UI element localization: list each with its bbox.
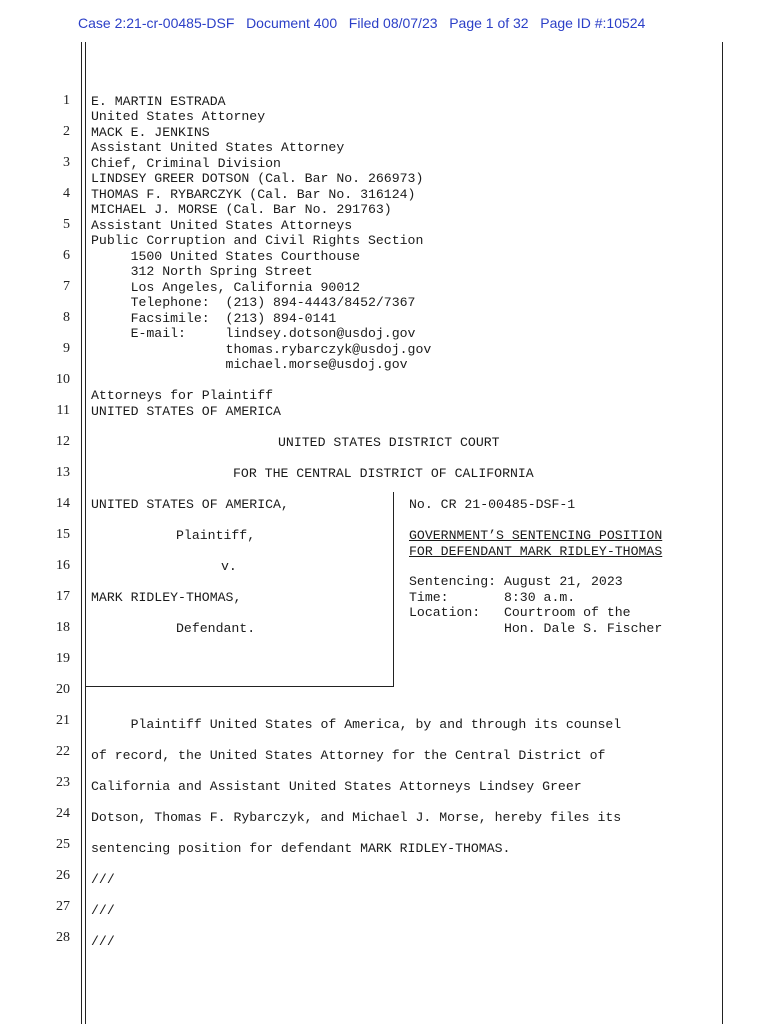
body-line: Plaintiff United States of America, by and through its counsel [91,717,622,732]
body-line: of record, the United States Attorney for the Central District of [91,748,606,763]
counsel-line: MICHAEL J. MORSE (Cal. Bar No. 291763) [91,202,392,217]
sentencing-location: Location: Courtroom of the [409,605,631,620]
counsel-line: THOMAS F. RYBARCZYK (Cal. Bar No. 316124) [91,187,416,202]
document-title: GOVERNMENT’S SENTENCING POSITION [409,528,663,543]
caption-plaintiff-role: Plaintiff, [176,528,256,543]
line-number: 10 [56,372,70,387]
counsel-line: Assistant United States Attorney [91,140,345,155]
line-number: 5 [63,217,70,232]
line-number: 1 [63,93,70,108]
caption-divider [393,492,394,687]
line-number: 15 [56,527,70,542]
line-number: 8 [63,310,70,325]
body-line: Dotson, Thomas F. Rybarczyk, and Michael J. Morse, hereby files its [91,810,622,825]
counsel-line: Los Angeles, California 90012 [91,280,361,295]
court-district: FOR THE CENTRAL DISTRICT OF CALIFORNIA [233,466,534,481]
court-name: UNITED STATES DISTRICT COURT [278,435,500,450]
line-number: 23 [56,775,70,790]
line-number: 6 [63,248,70,263]
line-number: 19 [56,651,70,666]
body-line: California and Assistant United States Attorneys Lindsey Greer [91,779,582,794]
counsel-line: michael.morse@usdoj.gov [91,357,408,372]
counsel-line: Facsimile: (213) 894-0141 [91,311,337,326]
caption-defendant-role: Defendant. [176,621,256,636]
left-margin-rule [81,42,82,1024]
counsel-line: E. MARTIN ESTRADA [91,94,226,109]
line-number: 13 [56,465,70,480]
counsel-line: E-mail: lindsey.dotson@usdoj.gov [91,326,416,341]
line-number: 24 [56,806,70,821]
counsel-line: Public Corruption and Civil Rights Section [91,233,424,248]
line-number: 25 [56,837,70,852]
left-margin-rule-inner [85,42,86,1024]
counsel-line: United States Attorney [91,109,266,124]
sentencing-location-2: Hon. Dale S. Fischer [409,621,663,636]
sentencing-date: Sentencing: August 21, 2023 [409,574,623,589]
line-number: 7 [63,279,70,294]
attorneys-for-label: Attorneys for Plaintiff [91,388,274,403]
line-number: 17 [56,589,70,604]
counsel-line: Telephone: (213) 894-4443/8452/7367 [91,295,416,310]
right-margin-rule [722,42,723,1024]
caption-bottom-rule [86,686,394,687]
page-header: Case 2:21-cr-00485-DSF Document 400 Filed 08/07/23 Page 1 of 32 Page ID #:10524 [78,15,646,31]
caption-plaintiff: UNITED STATES OF AMERICA, [91,497,289,512]
counsel-line: Chief, Criminal Division [91,156,281,171]
line-number: 12 [56,434,70,449]
counsel-line: 1500 United States Courthouse [91,249,361,264]
line-number: 27 [56,899,70,914]
line-number: 9 [63,341,70,356]
caption-defendant: MARK RIDLEY-THOMAS, [91,590,242,605]
body-line: /// [91,872,115,887]
case-number: No. CR 21-00485-DSF-1 [409,497,576,512]
line-number: 21 [56,713,70,728]
line-number: 4 [63,186,70,201]
line-number: 11 [56,403,70,418]
line-number: 26 [56,868,70,883]
body-line: /// [91,934,115,949]
line-number: 16 [56,558,70,573]
counsel-line: thomas.rybarczyk@usdoj.gov [91,342,432,357]
line-number: 3 [63,155,70,170]
body-line: /// [91,903,115,918]
line-number: 22 [56,744,70,759]
document-title-2: FOR DEFENDANT MARK RIDLEY-THOMAS [409,544,663,559]
line-number: 20 [56,682,70,697]
line-number: 2 [63,124,70,139]
line-number: 28 [56,930,70,945]
counsel-line: Assistant United States Attorneys [91,218,353,233]
line-number: 14 [56,496,70,511]
line-number: 18 [56,620,70,635]
caption-versus: v. [221,559,237,574]
body-line: sentencing position for defendant MARK RIDLEY-THOMAS. [91,841,511,856]
counsel-line: LINDSEY GREER DOTSON (Cal. Bar No. 266973) [91,171,424,186]
counsel-line: 312 North Spring Street [91,264,313,279]
attorneys-for-party: UNITED STATES OF AMERICA [91,404,281,419]
counsel-line: MACK E. JENKINS [91,125,210,140]
sentencing-time: Time: 8:30 a.m. [409,590,576,605]
